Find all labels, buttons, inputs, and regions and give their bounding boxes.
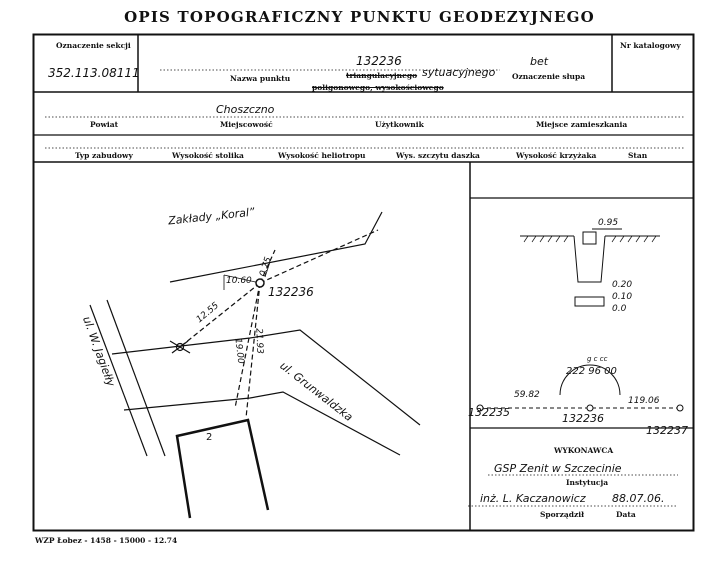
dimension-1900: 19.00 — [232, 337, 246, 365]
executor-label: WYKONAWCA — [554, 446, 614, 455]
depth-3: 0.0 — [612, 304, 627, 314]
building-type-label: Typ zabudowy — [75, 151, 133, 160]
factory-label: Zakłady „Koral” — [167, 205, 256, 228]
town-value: Choszczno — [216, 103, 275, 116]
locality-label: Miejscowość — [220, 120, 273, 129]
depth-2: 0.10 — [612, 292, 633, 302]
street-label-jagielly: ul. W. Jagiełły — [80, 314, 118, 389]
cross-section-diagram — [477, 229, 683, 411]
institution-value: GSP Zenit w Szczecinie — [494, 462, 622, 475]
author-label: Sporządził — [540, 510, 584, 519]
dimension-1060: 10.60 — [226, 276, 252, 286]
point-right-label: 132237 — [646, 424, 688, 437]
table-height-label: Wysokość stolika — [172, 151, 244, 160]
section-value: 352.113.08111 — [48, 66, 140, 80]
catalog-label: Nr katalogowy — [620, 41, 681, 50]
point-mid-label: 132236 — [562, 412, 604, 425]
post-value: bet — [530, 55, 549, 68]
section-label: Oznaczenie sekcji — [56, 41, 131, 50]
dimension-1255: 12.55 — [194, 300, 221, 326]
dimension-075: 0.75 — [258, 255, 274, 279]
name-type-struck-1: triangulacyjnego — [346, 71, 418, 80]
name-type-struck-2: poligonowego, wysokościowego — [312, 83, 444, 92]
point-name-label: Nazwa punktu — [230, 74, 291, 83]
author-value: inż. L. Kaczanowicz — [480, 492, 586, 505]
post-label: Oznaczenie słupa — [512, 72, 586, 81]
roof-height-label: Wys. szczytu daszka — [396, 151, 480, 160]
angle-value: 222 96 00 — [566, 366, 617, 377]
cross-height-label: Wysokość krzyżaka — [516, 151, 597, 160]
street-label-grunwaldzka: ul. Grunwaldzka — [277, 359, 356, 424]
institution-label: Instytucja — [566, 478, 609, 487]
building-label: 2 — [206, 432, 213, 443]
residence-label: Miejsce zamieszkania — [536, 120, 628, 129]
distance-right: 119.06 — [628, 396, 660, 406]
name-type-written: sytuacyjnego — [422, 66, 496, 79]
user-label: Użytkownik — [375, 120, 424, 129]
print-info: WZP Łobez - 1458 - 15000 - 12.74 — [35, 536, 178, 545]
county-label: Powiat — [90, 120, 119, 129]
depth-1: 0.20 — [612, 280, 633, 290]
depth-top: 0.95 — [598, 218, 619, 228]
distance-left: 59.82 — [514, 390, 540, 400]
location-sketch — [90, 212, 420, 518]
angle-units: g c cc — [587, 355, 608, 363]
point-left-label: 132235 — [468, 406, 510, 419]
heliotrope-height-label: Wysokość heliotropu — [278, 151, 366, 160]
form-title: OPIS TOPOGRAFICZNY PUNKTU GEODEZYJNEGO — [124, 8, 595, 26]
status-label: Stan — [628, 151, 648, 160]
date-label: Data — [616, 510, 636, 519]
map-point-label: 132236 — [268, 285, 314, 299]
point-number: 132236 — [356, 54, 402, 68]
date-value: 88.07.06. — [612, 492, 665, 505]
dimension-2193: 21.93 — [253, 327, 265, 355]
